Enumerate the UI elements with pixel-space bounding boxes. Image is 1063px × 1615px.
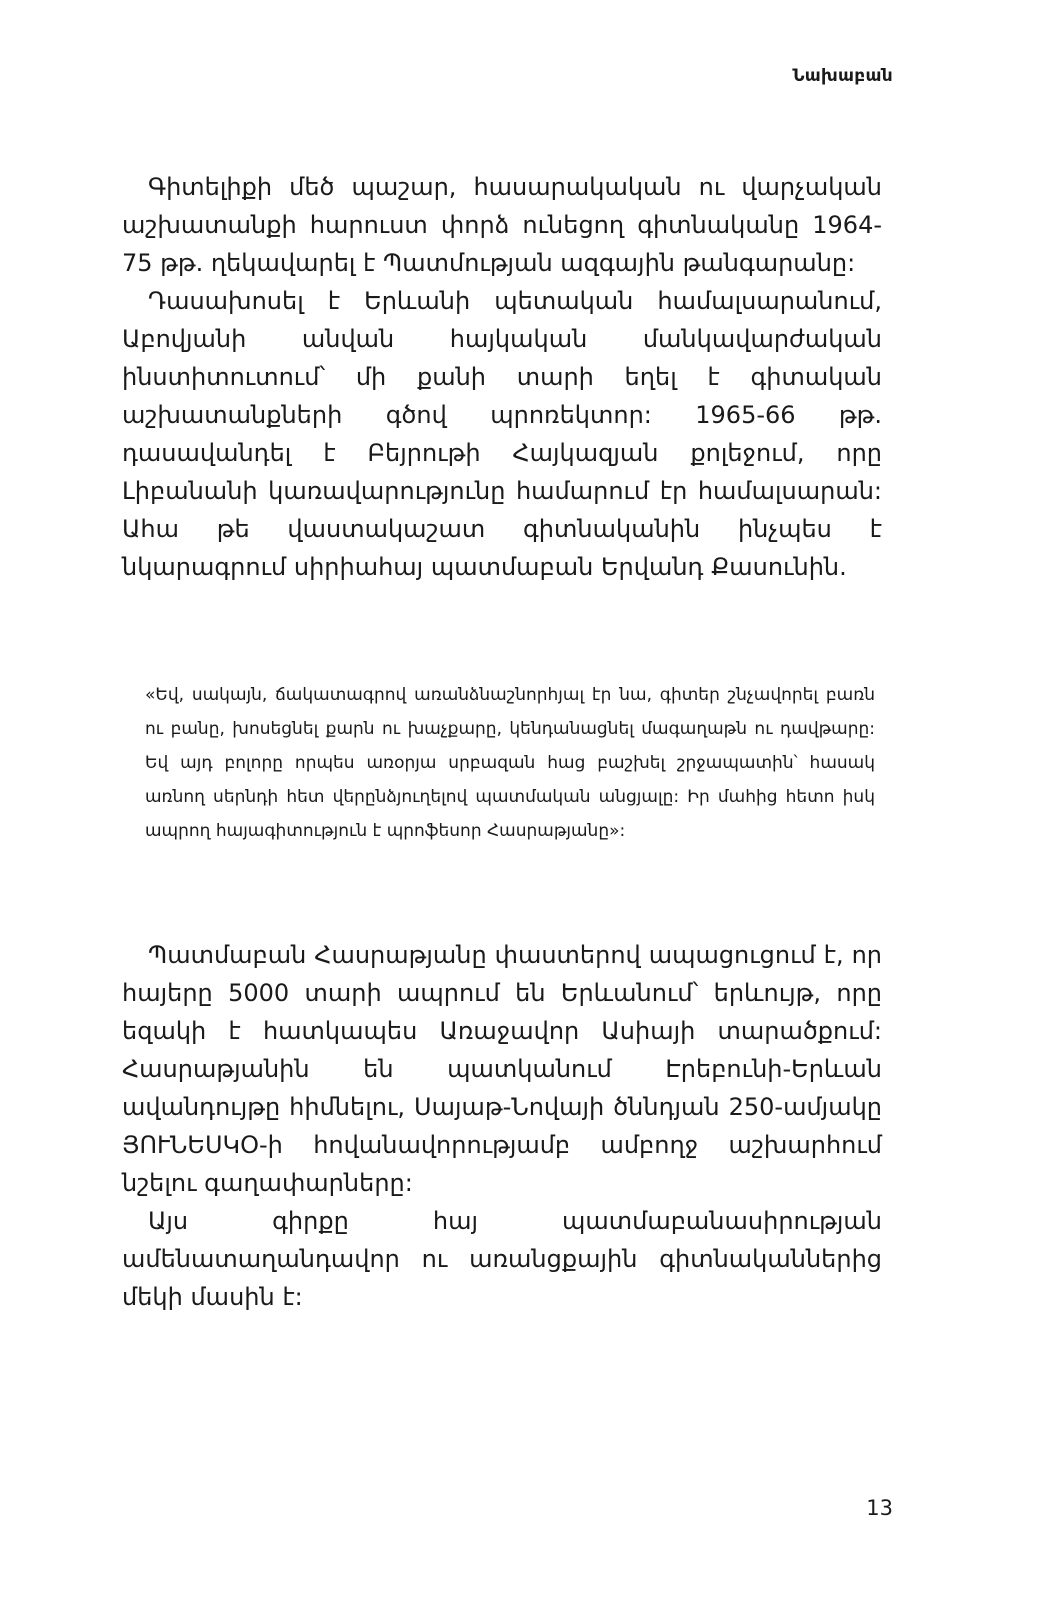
- page-number: 13: [866, 1496, 893, 1520]
- body-text-top: [122, 168, 882, 586]
- body-text-bottom: [122, 936, 882, 1316]
- paragraph: Դասախոսել է Երևանի պետական համալսարանում, Աբովյանի անվան հայկական մանկավարժական ինստիտուտում՝ մի քանի տարի եղել է գիտական աշխատանքների գծով պրոռեկտոր: 1965-66 թթ. դասավանդել է Բեյրութի Հայկազյան քոլեջում, որը Լիբանանի կառավարությունը համարում էր համալսարան: Ահա թե վաստակաշատ գիտնականին ինչպես է նկարագրում սիրիահայ պատմաբան Երվանդ Քասունին.: [122, 287, 882, 581]
- block-quote: «Եվ, սակայն, ճակատագրով առանձնաշնորհյալ էր նա, գիտեր շնչավորել բառն ու բանը, խոսեցնել քարն ու խաչքարը, կենդանացնել մագաղաթն ու դավթարը: Եվ այդ բոլորը որպես առօրյա սրբազան հաց բաշխել շրջապատին՝ հասակ առնող սերնդի հետ վերընձյուղելով պատմական անցյալը: Իր մահից հետո իսկ ապրող հայագիտություն է պրոֆեսոր Հասրաթյանը»:: [145, 685, 875, 841]
- running-head: Նախաբան: [792, 66, 893, 86]
- paragraph: Պատմաբան Հասրաթյանը փաստերով ապացուցում է, որ հայերը 5000 տարի ապրում են Երևանում՝ երևույթ, որը եզակի է հատկապես Առաջավոր Ասիայի տարածքում: Հասրաթյանին են պատկանում Էրեբունի-Երևան ավանդույթը հիմնելու, Սայաթ-Նովայի ծննդյան 250-ամյակը ՅՈՒՆԵՍԿՕ-ի հովանավորությամբ ամբողջ աշխարհում նշելու գաղափարները:: [122, 941, 882, 1197]
- paragraph: Այս գիրքը հայ պատմաբանասիրության ամենատաղանդավոր ու առանցքային գիտնականներից մեկի մասին է:: [122, 1207, 882, 1311]
- paragraph: Գիտելիքի մեծ պաշար, հասարակական ու վարչական աշխատանքի հարուստ փորձ ունեցող գիտնականը 1964-75 թթ. ղեկավարել է Պատմության ազգային թանգարանը:: [122, 173, 882, 277]
